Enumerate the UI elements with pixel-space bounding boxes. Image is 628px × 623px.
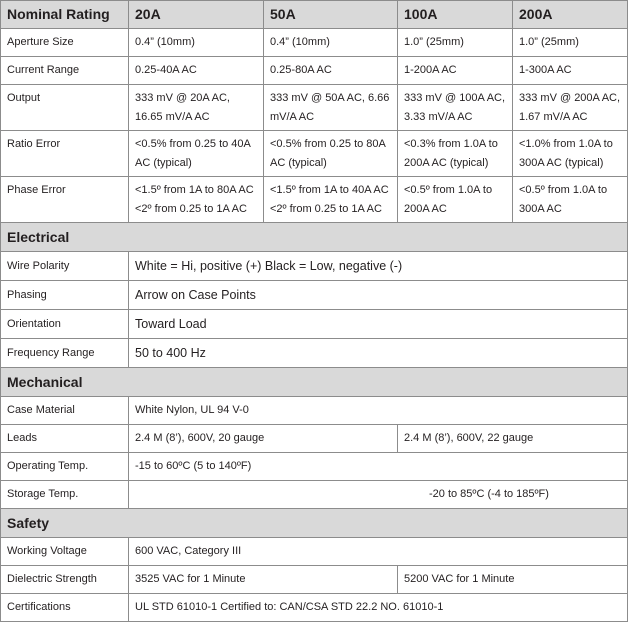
row-aperture-size [1,29,628,57]
row-label: Output [1,85,129,131]
cell-20a: 0.4” (10mm) [129,29,264,57]
cell-50a: 333 mV @ 50A AC, 6.66 mV/A AC [264,85,398,131]
header-row [1,1,628,29]
cell-100a: 333 mV @ 100A AC, 3.33 mV/A AC [398,85,513,131]
cell-50a: 0.25-80A AC [264,57,398,85]
section-title-mechanical: Mechanical [1,368,628,397]
row-label: Frequency Range [1,339,129,368]
section-mechanical [1,368,628,397]
header-20a: 20A [129,1,264,29]
row-label: Storage Temp. [1,481,129,509]
row-frequency-range [1,339,628,368]
cell-value: White Nylon, UL 94 V-0 [129,397,628,425]
cell-50a: <0.5% from 0.25 to 80A AC (typical) [264,131,398,177]
cell-value-left: 3525 VAC for 1 Minute [129,566,398,594]
cell-value: Toward Load [129,310,628,339]
row-label: Ratio Error [1,131,129,177]
cell-value-right: 5200 VAC for 1 Minute [398,566,628,594]
header-50a: 50A [264,1,398,29]
header-nominal-rating: Nominal Rating [1,1,129,29]
row-label: Wire Polarity [1,252,129,281]
cell-50a [264,177,398,223]
cell-200a: 1.0” (25mm) [513,29,628,57]
cell-value: Arrow on Case Points [129,281,628,310]
cell-value-left: 2.4 M (8’), 600V, 20 gauge [129,425,398,453]
row-label: Working Voltage [1,538,129,566]
row-current-range [1,57,628,85]
cell-50a-line-2: <2º from 0.25 to 1A AC [270,202,382,215]
cell-value: 600 VAC, Category III [129,538,628,566]
section-safety [1,509,628,538]
cell-100a: <0.5º from 1.0A to 200A AC [398,177,513,223]
row-label: Case Material [1,397,129,425]
row-label: Dielectric Strength [1,566,129,594]
cell-200a: <0.5º from 1.0A to 300A AC [513,177,628,223]
row-label: Orientation [1,310,129,339]
row-storage-temp [1,481,628,509]
row-certifications [1,594,628,622]
row-label: Certifications [1,594,129,622]
section-title-electrical: Electrical [1,223,628,252]
cell-value: UL STD 61010-1 Certified to: CAN/CSA STD 22.2 NO. 61010-1 [129,594,628,622]
row-label: Leads [1,425,129,453]
row-working-voltage [1,538,628,566]
cell-100a: 1.0” (25mm) [398,29,513,57]
row-phasing [1,281,628,310]
row-case-material [1,397,628,425]
row-orientation [1,310,628,339]
row-label: Phase Error [1,177,129,223]
cell-200a: <1.0% from 1.0A to 300A AC (typical) [513,131,628,177]
cell-value: -20 to 85ºC (-4 to 185ºF) [129,481,628,509]
cell-20a: 333 mV @ 20A AC, 16.65 mV/A AC [129,85,264,131]
section-title-safety: Safety [1,509,628,538]
cell-100a: <0.3% from 1.0A to 200A AC (typical) [398,131,513,177]
row-output [1,85,628,131]
cell-20a [129,177,264,223]
row-label: Phasing [1,281,129,310]
cell-value-right: 2.4 M (8’), 600V, 22 gauge [398,425,628,453]
row-phase-error [1,177,628,223]
cell-20a-line-2: <2º from 0.25 to 1A AC [135,202,247,215]
row-operating-temp [1,453,628,481]
cell-200a: 1-300A AC [513,57,628,85]
cell-20a: 0.25-40A AC [129,57,264,85]
cell-value: 50 to 400 Hz [129,339,628,368]
header-200a: 200A [513,1,628,29]
cell-100a: 1-200A AC [398,57,513,85]
row-wire-polarity [1,252,628,281]
row-leads [1,425,628,453]
cell-50a-line-1: <1.5º from 1A to 40A AC [270,183,389,196]
cell-200a: 333 mV @ 200A AC, 1.67 mV/A AC [513,85,628,131]
cell-value: White = Hi, positive (+) Black = Low, negative (-) [129,252,628,281]
row-label: Operating Temp. [1,453,129,481]
section-electrical [1,223,628,252]
cell-50a: 0.4” (10mm) [264,29,398,57]
row-dielectric-strength [1,566,628,594]
header-100a: 100A [398,1,513,29]
cell-value: -15 to 60ºC (5 to 140ºF) [129,453,628,481]
cell-20a: <0.5% from 0.25 to 40A AC (typical) [129,131,264,177]
row-ratio-error [1,131,628,177]
row-label: Aperture Size [1,29,129,57]
cell-20a-line-1: <1.5º from 1A to 80A AC [135,183,254,196]
row-label: Current Range [1,57,129,85]
